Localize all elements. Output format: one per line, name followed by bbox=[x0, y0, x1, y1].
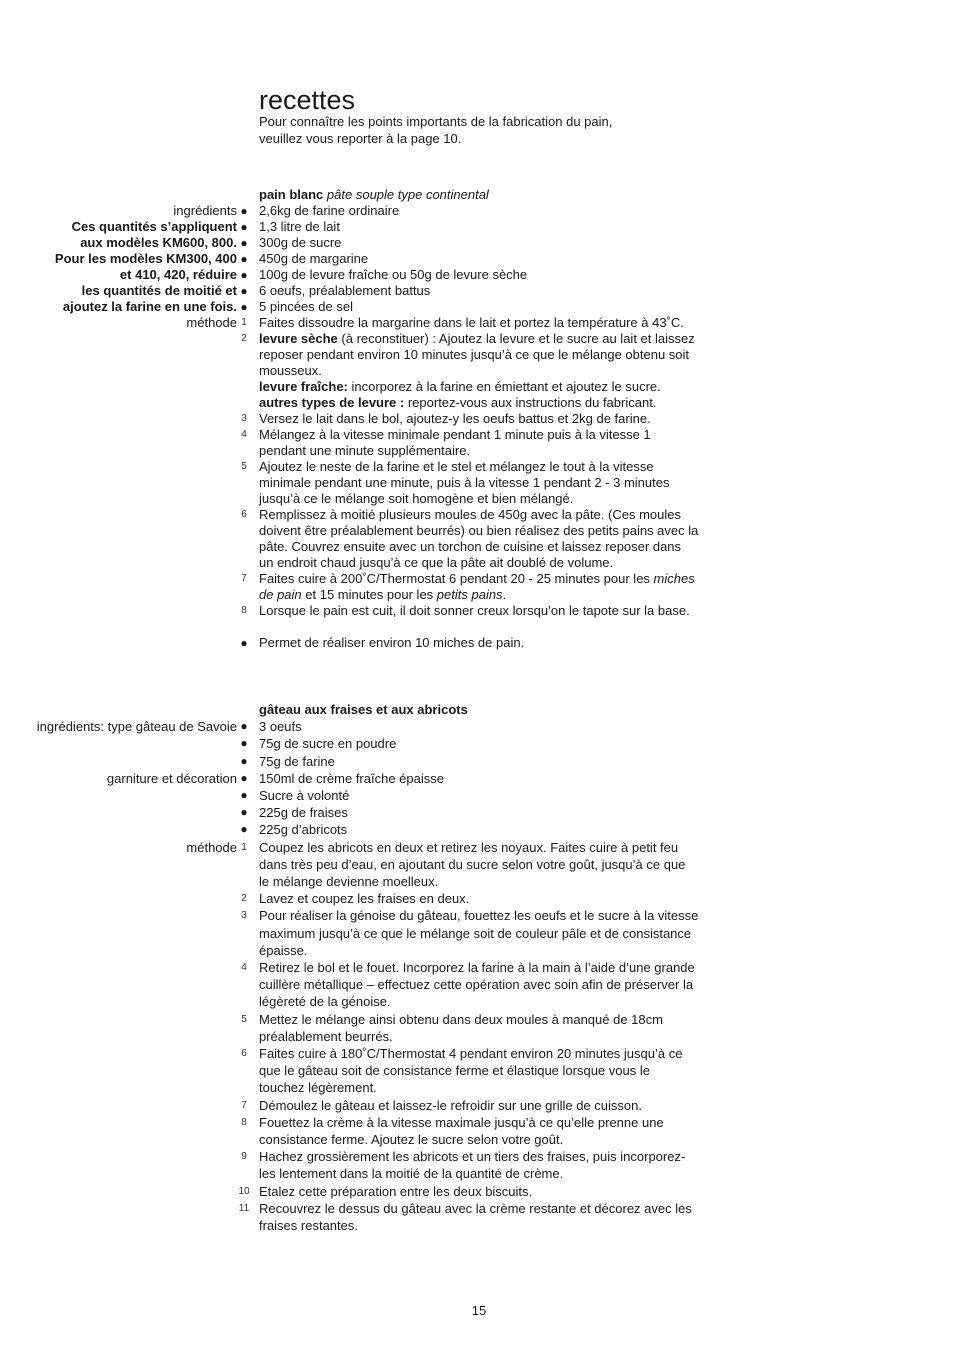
method-step bbox=[0, 890, 954, 907]
recipe-subtitle: pâte souple type continental bbox=[326, 187, 489, 202]
ingredient-row bbox=[0, 299, 954, 315]
method-label: méthode bbox=[186, 839, 237, 855]
garnish-row bbox=[0, 770, 954, 787]
recipe-heading bbox=[0, 701, 954, 718]
method-step bbox=[0, 907, 954, 959]
step-text: Démoulez le gâteau et laissez-le refroidir sur une grille de cuisson. bbox=[259, 1097, 642, 1113]
step-text: Lorsque le pain est cuit, il doit sonner creux lorsqu’on le tapote sur la base. bbox=[259, 603, 690, 618]
garnish-item: 225g d’abricots bbox=[259, 822, 348, 838]
step-text-part: et 15 minutes pour les bbox=[301, 587, 437, 602]
step-text: Mélangez à la vitesse minimale pendant 1 minute puis à la vitesse 1 pendant une minute supplémentaire. bbox=[259, 427, 651, 458]
step-emphasis: levure fraîche: bbox=[259, 379, 348, 394]
garnish-row bbox=[0, 804, 954, 821]
bullet-icon: ● bbox=[240, 805, 248, 820]
step-emphasis: levure sèche bbox=[259, 331, 338, 346]
bullet-icon: ● bbox=[240, 736, 248, 751]
step-text-part: . bbox=[502, 587, 507, 602]
quantity-note-line: aux modèles KM600, 800. bbox=[80, 235, 237, 250]
ingredient: 75g de farine bbox=[259, 753, 335, 769]
method-step bbox=[0, 1011, 954, 1045]
step-number: 3 bbox=[241, 910, 247, 922]
method-step bbox=[0, 1148, 954, 1182]
step-number: 3 bbox=[241, 413, 247, 424]
step-text: Pour réaliser la génoise du gâteau, fouettez les oeufs et le sucre à la vitesse maximum jusqu’à ce que le mélange soit de couleur pâle et de consistance épaisse. bbox=[259, 908, 699, 958]
quantity-note-line: Pour les modèles KM300, 400 bbox=[54, 251, 237, 266]
ingredient: 450g de margarine bbox=[259, 251, 369, 266]
step-number: 6 bbox=[241, 1048, 247, 1060]
garnish-label: garniture et décoration bbox=[106, 770, 237, 786]
ingredient-row bbox=[0, 235, 954, 251]
step-text: Remplissez à moitié plusieurs moules de 450g avec la pâte. (Ces moules doivent être préalablement beurrés) ou bien réalisez des petits pains avec la pâte. Couvrez ensuite avec un torchon de cuisine et laissez reposer dans un endroit chaud jusqu’à ce que la pâte ait doublé de volume. bbox=[259, 507, 699, 570]
step-number: 6 bbox=[241, 509, 247, 520]
step-number: 1 bbox=[241, 317, 247, 328]
ingredient: 3 oeufs bbox=[259, 719, 302, 735]
step-text: Etalez cette préparation entre les deux biscuits. bbox=[259, 1183, 533, 1199]
step-number: 7 bbox=[241, 573, 247, 584]
ingredient: 1,3 litre de lait bbox=[259, 219, 340, 234]
method-step bbox=[0, 507, 954, 571]
ingredient-row bbox=[0, 251, 954, 267]
garnish-item: 225g de fraises bbox=[259, 805, 348, 821]
step-text: Hachez grossièrement les abricots et un tiers des fraises, puis incorporez-les lentement dans la moitié de la quantité de crème. bbox=[259, 1149, 686, 1182]
recipe-name: gâteau aux fraises et aux abricots bbox=[259, 702, 468, 717]
method-step bbox=[0, 1200, 954, 1234]
garnish-item: Sucre à volonté bbox=[259, 788, 350, 804]
method-step bbox=[0, 839, 954, 891]
step-number: 4 bbox=[241, 962, 247, 974]
method-label: méthode bbox=[186, 315, 237, 330]
ingredients-label: ingrédients bbox=[173, 203, 237, 218]
recipe-name: pain blanc bbox=[259, 187, 324, 202]
ingredient-row bbox=[0, 753, 954, 770]
method-step bbox=[0, 1045, 954, 1097]
step-text-part: incorporez à la farine en émiettant et ajoutez le sucre. bbox=[347, 379, 661, 394]
bullet-icon: ● bbox=[240, 753, 248, 768]
step-number: 11 bbox=[238, 1202, 250, 1214]
garnish-row bbox=[0, 821, 954, 838]
method-step bbox=[0, 459, 954, 507]
step-number: 8 bbox=[241, 1116, 247, 1128]
garnish-item: 150ml de crème fraîche épaisse bbox=[259, 770, 444, 786]
bullet-icon: ● bbox=[240, 636, 248, 650]
ingredient-row bbox=[0, 219, 954, 235]
ingredient: 300g de sucre bbox=[259, 235, 342, 250]
bullet-icon: ● bbox=[240, 719, 248, 734]
step-number: 9 bbox=[241, 1151, 247, 1163]
step-text-part: Faites cuire à 200˚C/Thermostat 6 pendant 20 - 25 minutes pour les bbox=[259, 571, 654, 586]
step-text-part: (à reconstituer) : Ajoutez la levure et le sucre au lait et laissez reposer pendant environ 10 minutes jusqu’à ce que le mélange obtenu soit mousseux. bbox=[259, 331, 695, 378]
ingredient-row bbox=[0, 283, 954, 299]
step-text: Lavez et coupez les fraises en deux. bbox=[259, 891, 470, 907]
bullet-icon: ● bbox=[240, 236, 248, 250]
quantity-note-line: ajoutez la farine en une fois. bbox=[62, 299, 237, 314]
method-step bbox=[0, 315, 954, 331]
recipe-gateau bbox=[0, 701, 954, 1234]
bullet-icon: ● bbox=[240, 822, 248, 837]
method-step bbox=[0, 1097, 954, 1114]
step-number: 8 bbox=[241, 605, 247, 616]
bullet-icon: ● bbox=[240, 284, 248, 298]
bullet-icon: ● bbox=[240, 204, 248, 218]
method-step bbox=[0, 959, 954, 1011]
ingredient-row bbox=[0, 267, 954, 283]
step-text: Mettez le mélange ainsi obtenu dans deux moules à manqué de 18cm préalablement beurrés. bbox=[259, 1011, 663, 1044]
page-title: recettes bbox=[259, 85, 356, 115]
step-number: 1 bbox=[241, 841, 247, 853]
ingredient: 100g de levure fraîche ou 50g de levure sèche bbox=[259, 267, 528, 282]
quantity-note-line: et 410, 420, réduire bbox=[119, 267, 237, 282]
bullet-icon: ● bbox=[240, 252, 248, 266]
ingredient-row bbox=[0, 203, 954, 219]
ingredient-row bbox=[0, 718, 954, 735]
method-steps bbox=[0, 839, 954, 1235]
step-text: Versez le lait dans le bol, ajoutez-y les oeufs battus et 2kg de farine. bbox=[259, 411, 651, 426]
bullet-icon: ● bbox=[240, 300, 248, 314]
method-step bbox=[0, 603, 954, 619]
bullet-icon: ● bbox=[240, 220, 248, 234]
step-text: Faites cuire à 180˚C/Thermostat 4 pendant environ 20 minutes jusqu’à ce que le gâteau soit de consistance ferme et élastique lorsque vous le touchez légèrement. bbox=[259, 1046, 683, 1096]
step-text: Retirez le bol et le fouet. Incorporez la farine à la main à l’aide d’une grande cuillère métallique – effectuez cette opération avec soin afin de préserver la légèreté de la génoise. bbox=[259, 960, 695, 1010]
ingredient: 75g de sucre en poudre bbox=[259, 736, 397, 752]
page-number: 15 bbox=[471, 1303, 487, 1318]
step-text: Ajoutez le neste de la farine et le stel et mélangez le tout à la vitesse minimale pendant une minute, puis à la vitesse 1 pendant 2 - 3 minutes jusqu’à ce le mélange soit homogène et bien mélangé. bbox=[259, 459, 670, 506]
step-italic: petits pains bbox=[436, 587, 503, 602]
intro-line: veuillez vous reporter à la page 10. bbox=[259, 131, 462, 146]
step-text-part: reportez-vous aux instructions du fabricant. bbox=[404, 395, 657, 410]
method-step bbox=[0, 1183, 954, 1200]
step-text bbox=[259, 331, 699, 411]
step-number: 10 bbox=[238, 1185, 250, 1197]
bullet-icon: ● bbox=[240, 268, 248, 282]
method-step bbox=[0, 331, 954, 411]
quantity-note-line: les quantités de moitié et bbox=[81, 283, 237, 298]
intro-text bbox=[259, 113, 679, 147]
quantity-note-line: Ces quantités s’appliquent bbox=[71, 219, 237, 234]
garnish-row bbox=[0, 787, 954, 804]
step-number: 4 bbox=[241, 429, 247, 440]
bullet-icon: ● bbox=[240, 770, 248, 785]
bullet-icon: ● bbox=[240, 788, 248, 803]
method-step bbox=[0, 427, 954, 459]
ingredients-label: ingrédients: type gâteau de Savoie bbox=[36, 719, 237, 735]
step-number: 7 bbox=[241, 1099, 247, 1111]
ingredient: 5 pincées de sel bbox=[259, 299, 353, 314]
ingredient: 2,6kg de farine ordinaire bbox=[259, 203, 400, 218]
yield-row bbox=[0, 635, 954, 651]
ingredient: 6 oeufs, préalablement battus bbox=[259, 283, 431, 298]
step-text: Recouvrez le dessus du gâteau avec la crème restante et décorez avec les fraises restantes. bbox=[259, 1200, 692, 1234]
step-number: 5 bbox=[241, 1013, 247, 1025]
step-text: Coupez les abricots en deux et retirez les noyaux. Faites cuire à petit feu dans très peu d’eau, en ajoutant du sucre selon votre goût, jusqu’à ce que le mélange devienne moelleux. bbox=[259, 839, 686, 890]
method-step bbox=[0, 571, 954, 603]
step-text: Fouettez la crème à la vitesse maximale jusqu’à ce qu’elle prenne une consistance ferme. Ajoutez le sucre selon votre goût. bbox=[259, 1114, 664, 1148]
step-number: 2 bbox=[241, 333, 247, 344]
recipe-pain-blanc bbox=[0, 187, 954, 651]
step-emphasis: autres types de levure : bbox=[259, 395, 405, 410]
recipe-heading bbox=[0, 187, 954, 203]
yield-text: Permet de réaliser environ 10 miches de pain. bbox=[259, 635, 525, 650]
step-italic: miches de pain bbox=[259, 571, 695, 602]
step-number: 5 bbox=[241, 461, 247, 472]
step-number: 2 bbox=[241, 893, 247, 905]
method-step bbox=[0, 411, 954, 427]
intro-line: Pour connaître les points importants de la fabrication du pain, bbox=[259, 114, 613, 129]
ingredient-row bbox=[0, 735, 954, 752]
step-text bbox=[259, 571, 699, 603]
method-step bbox=[0, 1114, 954, 1148]
step-text: Faites dissoudre la margarine dans le lait et portez la température à 43˚C. bbox=[259, 315, 684, 330]
